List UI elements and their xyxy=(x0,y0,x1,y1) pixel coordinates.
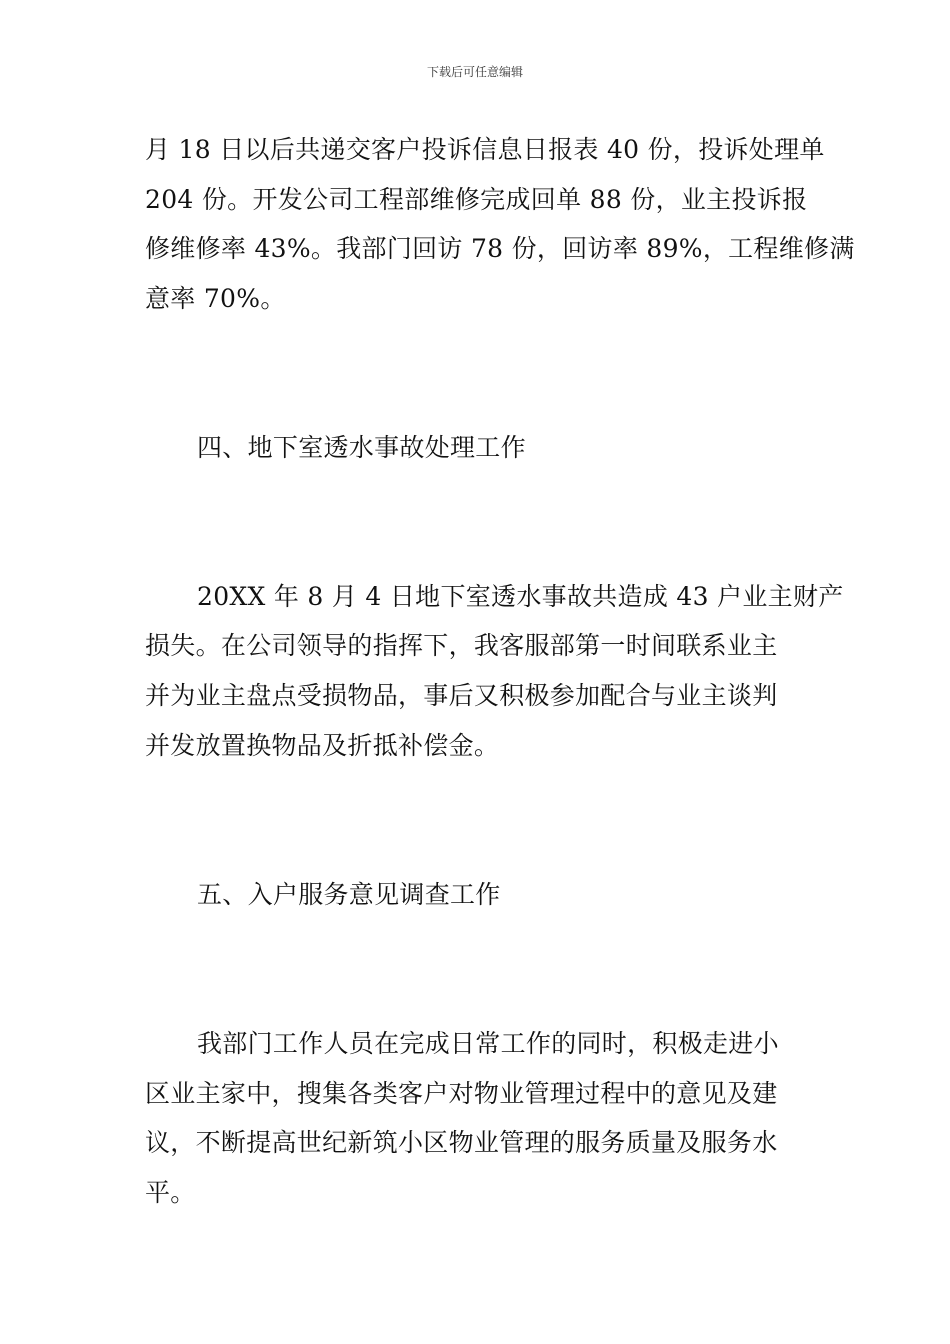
section-heading: 五、入户服务意见调查工作 xyxy=(197,880,501,909)
paragraph-line: 区业主家中，搜集各类客户对物业管理过程中的意见及建 xyxy=(145,1079,778,1108)
paragraph-line: 并发放置换物品及折抵补偿金。 xyxy=(145,731,500,760)
paragraph-line: 修维修率 43%。我部门回访 78 份，回访率 89%，工程维修满 xyxy=(145,234,855,263)
paragraph-line: 损失。在公司领导的指挥下，我客服部第一时间联系业主 xyxy=(145,631,778,660)
section-heading: 四、地下室透水事故处理工作 xyxy=(197,433,526,462)
paragraph-line: 议，不断提高世纪新筑小区物业管理的服务质量及服务水 xyxy=(145,1128,778,1157)
paragraph-line: 20XX 年 8 月 4 日地下室透水事故共造成 43 户业主财产 xyxy=(197,582,844,611)
page-header: 下载后可任意编辑 xyxy=(426,65,523,79)
paragraph-line: 月 18 日以后共递交客户投诉信息日报表 40 份，投诉处理单 xyxy=(145,135,825,164)
paragraph-line: 意率 70%。 xyxy=(145,284,286,313)
paragraph-line: 我部门工作人员在完成日常工作的同时，积极走进小 xyxy=(197,1029,779,1058)
paragraph-line: 并为业主盘点受损物品，事后又积极参加配合与业主谈判 xyxy=(145,681,778,710)
paragraph-line: 204 份。开发公司工程部维修完成回单 88 份，业主投诉报 xyxy=(145,185,808,214)
paragraph-line: 平。 xyxy=(145,1178,196,1207)
